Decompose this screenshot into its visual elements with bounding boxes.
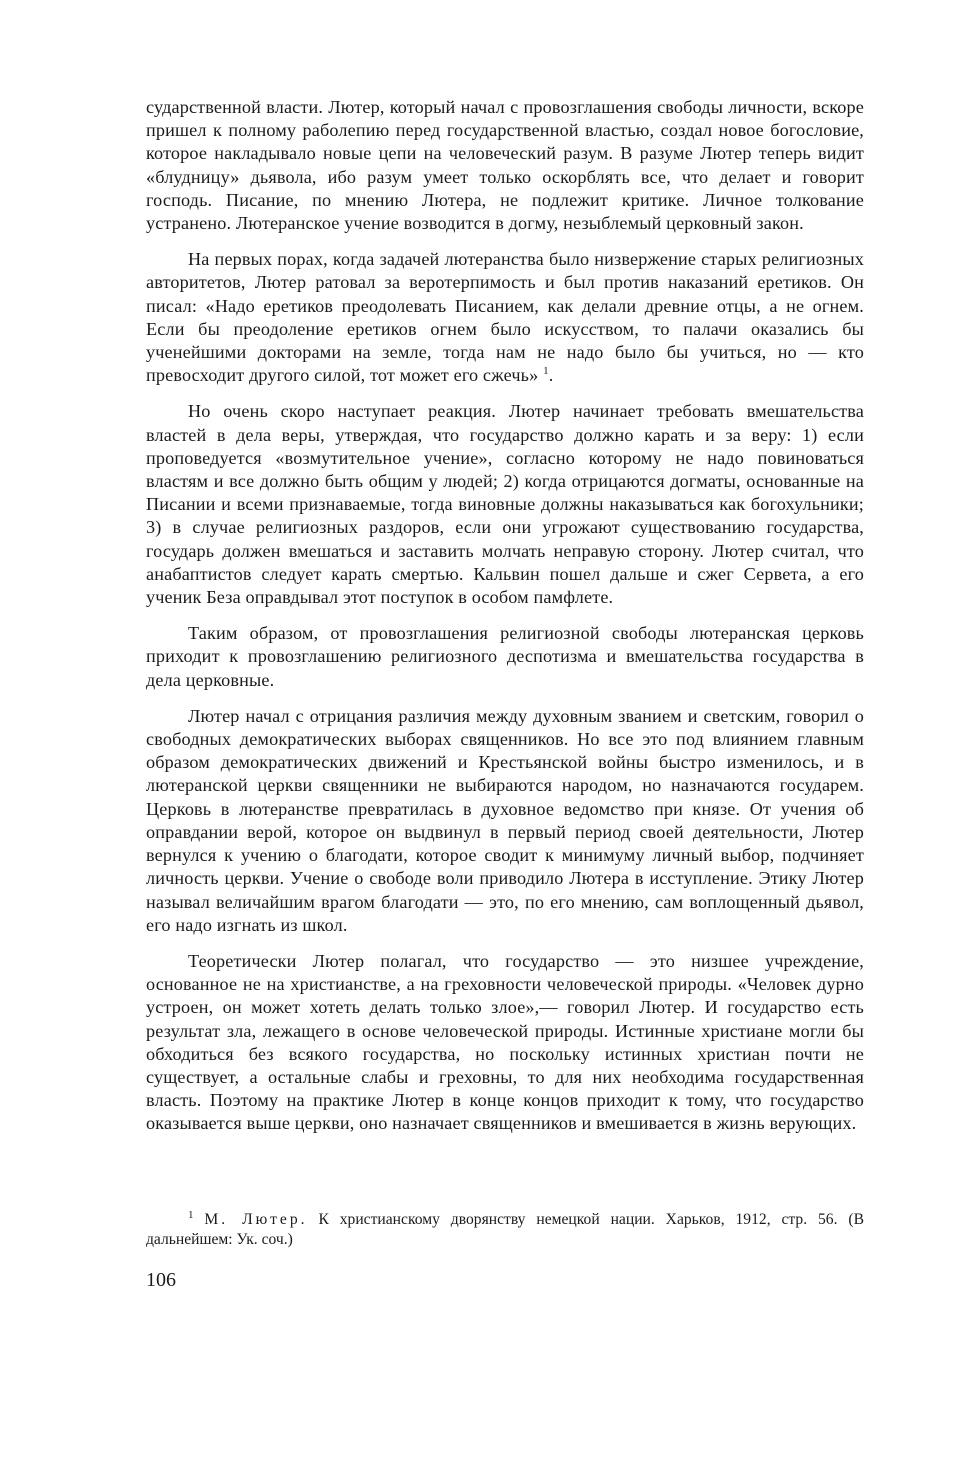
- footnote-text: К христианскому дворянству немецкой нации. Харьков, 1912, стр. 56. (В дальнейшем: Ук. соч.): [146, 1211, 864, 1248]
- paragraph-5: Лютер начал с отрицания различия между духовным званием и светским, говорил о свободных демократических выборах священников. Но все это под влиянием главным образом демократических движений и Крестьянской войны быстро изменилось, и в лютеранской церкви священники не выбираются народом, но назначаются государем. Церковь в лютеранстве превратилась в духовное ведомство при князе. От учения об оправдании верой, которое он выдвинул в первый период своей деятельности, Лютер вернулся к учению о благодати, которое сводит к минимуму личный выбор, подчиняет личность церкви. Учение о свободе воли приводило Лютера в исступление. Этику Лютер называл величайшим врагом благодати — это, по его мнению, сам воплощенный дьявол, его надо изгнать из школ.: [146, 705, 864, 935]
- footnote-1: [146, 1210, 864, 1250]
- paragraph-2-end: .: [548, 365, 554, 386]
- paragraph-2-text: На первых порах, когда задачей лютеранства было низвержение старых религиозных авторитетов, Лютер ратовал за веротерпимость и был против наказаний еретиков. Он писал: «Надо еретиков преодолевать Писанием, как делали древние отцы, а не огнем. Если бы преодоление еретиков огнем было искусством, то палачи оказались бы ученейшими докторами на земле, тогда нам не надо было бы учиться, но — кто превосходит другого силой, тот может его сжечь»: [146, 249, 864, 386]
- footnote-mark: 1: [188, 1208, 194, 1221]
- footnote-reference[interactable]: 1: [543, 365, 549, 378]
- page-body: [146, 96, 864, 1136]
- paragraph-4: Таким образом, от провозглашения религиозной свободы лютеранская церковь приходит к провозглашению религиозного деспотизма и вмешательства государства в дела церковные.: [146, 623, 864, 690]
- paragraph-3: Но очень скоро наступает реакция. Лютер начинает требовать вмешательства властей в дела веры, утверждая, что государство должно карать и за веру: 1) если проповедуется «возмутительное учение», согласно которому не надо повиноваться властям и все должно быть общим у людей; 2) когда отрицаются догматы, основанные на Писании и всеми признаваемые, тогда виновные должны наказываться как богохульники; 3) в случае религиозных раздоров, если они угрожают существованию государства, государь должен вмешаться и заставить молчать неправую сторону. Лютер считал, что анабаптистов следует карать смертью. Кальвин пошел дальше и сжег Сервета, а его ученик Беза оправдывал этот поступок в особом памфлете.: [146, 401, 864, 608]
- paragraph-6: Теоретически Лютер полагал, что государство — это низшее учреждение, основанное не на христианстве, а на греховности человеческой природы. «Человек дурно устроен, он может хотеть делать только злое»,— говорил Лютер. И государство есть результат зла, лежащего в основе человеческой природы. Истинные христиане могли бы обходиться без всякого государства, но поскольку истинных христиан почти не существует, а остальные слабы и греховны, то для них необходима государственная власть. Поэтому на практике Лютер в конце концов приходит к тому, что государство оказывается выше церкви, оно назначает священников и вмешивается в жизнь верующих.: [146, 950, 864, 1134]
- footnotes: [146, 1210, 864, 1250]
- page-number: 106: [146, 1269, 176, 1291]
- footnote-author: М. Лютер.: [204, 1211, 308, 1228]
- paragraph-2: [146, 248, 864, 387]
- paragraph-1: сударственной власти. Лютер, который начал с провозглашения свободы личности, вскоре пришел к полному раболепию перед государственной властью, создал новое богословие, которое накладывало новые цепи на человеческий разум. В разуме Лютер теперь видит «блудницу» дьявола, ибо разум умеет только оскорблять все, что делает и говорит господь. Писание, по мнению Лютера, не подлежит критике. Личное толкование устранено. Лютеранское учение возводится в догму, незыблемый церковный закон.: [146, 97, 864, 234]
